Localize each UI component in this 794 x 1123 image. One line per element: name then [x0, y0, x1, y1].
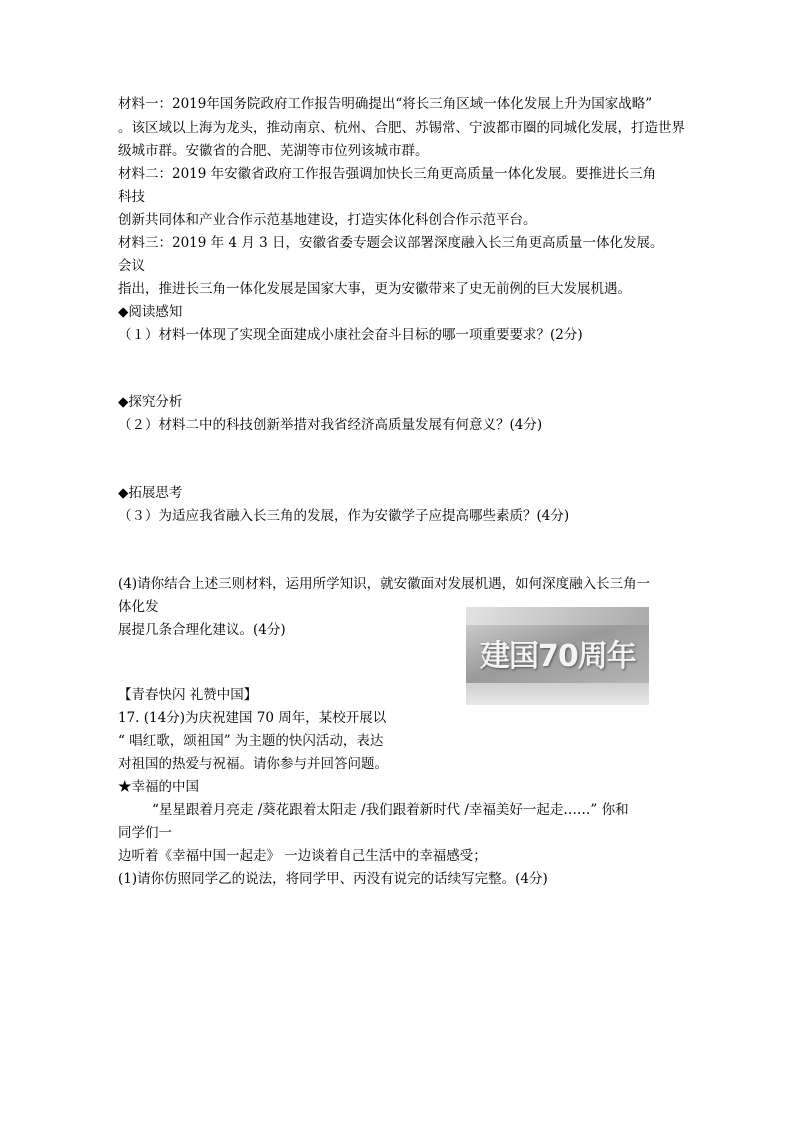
q17-header: 【青春快闪 礼赞中国】: [118, 687, 258, 703]
section-explore-title: ◆探究分析: [118, 394, 183, 410]
material-2-line-2: 科技: [118, 189, 145, 205]
material-3-line-2: 会议: [118, 258, 145, 274]
photo-banner-band: [466, 607, 649, 625]
material-2-line-1: 材料二：2019 年安徽省政府工作报告强调加快长三角更高质量一体化发展。要推进长三角: [118, 166, 657, 182]
question-4-line-1: (4)请你结合上述三则材料，运用所学知识，就安徽面对发展机遇，如何深度融入长三角一: [118, 576, 651, 592]
q17-line-3: 对祖国的热爱与祝福。请你参与并回答问题。: [118, 756, 388, 772]
material-2-line-3: 创新共同体和产业合作示范基地建设，打造实体化科创合作示范平台。: [118, 212, 537, 228]
material-1-line-2: 。该区域以上海为龙头，推动南京、杭州、合肥、苏锡常、宁波都市圈的同城化发展，打造世界: [118, 120, 685, 136]
section-read-title: ◆阅读感知: [118, 304, 183, 320]
question-4-line-2: 体化发: [118, 599, 159, 615]
happy-china-title: ★幸福的中国: [118, 779, 199, 795]
question-4-line-3: 展提几条合理化建议。(4分): [118, 622, 286, 638]
material-3-line-1: 材料三：2019 年 4 月 3 日，安徽省委专题会议部署深度融入长三角更高质量一体化发展。: [118, 235, 664, 251]
section-extend-title: ◆拓展思考: [118, 485, 183, 501]
question-3: （３）为适应我省融入长三角的发展，作为安徽学子应提高哪些素质？(4分): [118, 508, 570, 524]
anniversary-photo: [466, 607, 649, 705]
photo-base: [466, 683, 649, 705]
q17-line-1: 17. (14分)为庆祝建国 70 周年，某校开展以: [118, 710, 387, 726]
q17-line-2: “ 唱红歌，颂祖国” 为主题的快闪活动，表达: [118, 733, 384, 749]
material-3-line-3: 指出，推进长三角一体化发展是国家大事，更为安徽带来了史无前例的巨大发展机遇。: [118, 281, 631, 297]
photo-logo-text: 建国70周年: [480, 639, 636, 674]
material-1-line-1: 材料一：2019年国务院政府工作报告明确提出“将长三角区域一体化发展上升为国家战略”: [118, 96, 653, 112]
q17-paragraph-line-2: 同学们一: [118, 825, 172, 841]
q17-subquestion-1: (1)请你仿照同学乙的说法，将同学甲、丙没有说完的话续写完整。(4分): [118, 871, 548, 887]
q17-paragraph-line-3: 边听着《幸福中国一起走》 一边谈着自己生活中的幸福感受；: [118, 848, 487, 864]
q17-paragraph-line-1: “星星跟着月亮走 /葵花跟着太阳走 /我们跟着新时代 /幸福美好一起走……” 你和: [152, 802, 629, 818]
question-1: （１）材料一体现了实现全面建成小康社会奋斗目标的哪一项重要要求？(2分): [118, 327, 583, 343]
question-2: （２）材料二中的科技创新举措对我省经济高质量发展有何意义？(4分): [118, 417, 543, 433]
material-1-line-3: 级城市群。安徽省的合肥、芜湖等市位列该城市群。: [118, 143, 429, 159]
